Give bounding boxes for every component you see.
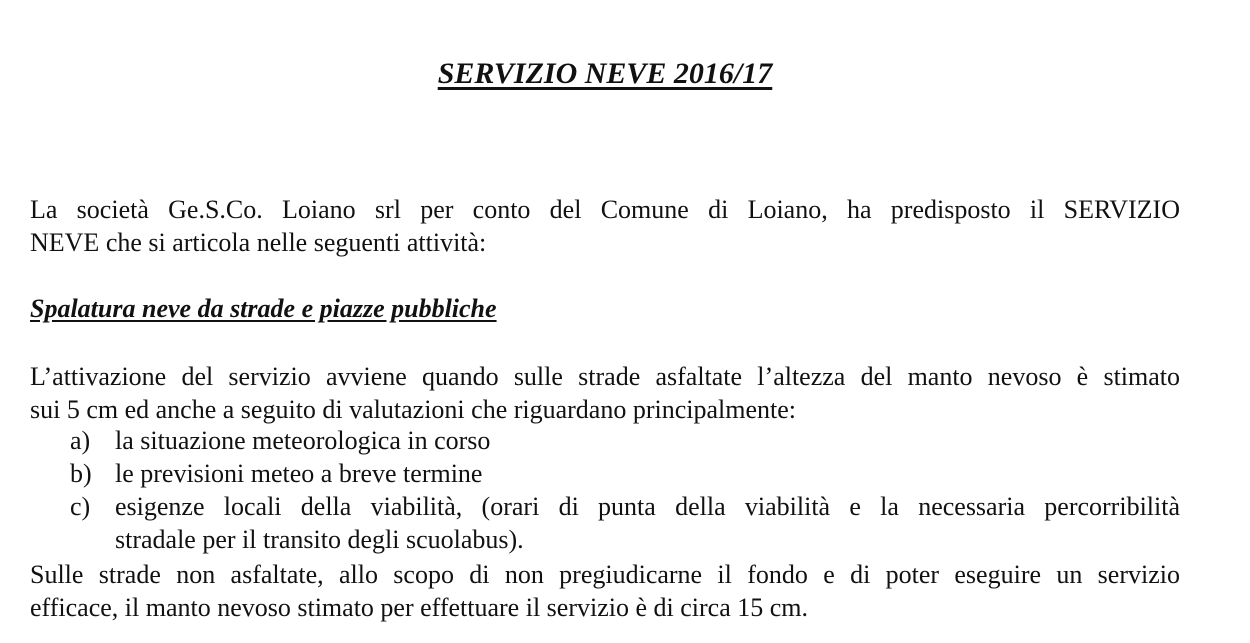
list-item: [70, 457, 1180, 490]
activation-line-2: sui 5 cm ed anche a seguito di valutazioni che riguardano principalmente:: [30, 395, 797, 424]
closing-line-1: Sulle strade non asfaltate, allo scopo di non pregiudicarne il fondo e di poter eseguire un servizio: [30, 560, 1180, 589]
list-marker: a): [70, 426, 91, 455]
list-item-text: esigenze locali della viabilità, (orari di punta della viabilità e la necessaria percorribilità: [115, 492, 1180, 521]
document-title: SERVIZIO NEVE 2016/17: [437, 57, 773, 90]
criteria-list: [70, 424, 1180, 556]
activation-paragraph: [30, 360, 1180, 426]
intro-paragraph: [30, 193, 1180, 259]
list-item-text: la situazione meteorologica in corso: [115, 426, 491, 455]
closing-line-2: efficace, il manto nevoso stimato per effettuare il servizio è di circa 15 cm.: [30, 593, 809, 622]
list-item: [70, 490, 1180, 556]
list-item-text-continued: stradale per il transito degli scuolabus).: [115, 525, 524, 554]
section-heading: Spalatura neve da strade e piazze pubbliche: [30, 294, 497, 323]
list-marker: c): [70, 492, 91, 521]
activation-line-1: L’attivazione del servizio avviene quando sulle strade asfaltate l’altezza del manto nevoso è stimato: [30, 362, 1180, 391]
intro-line-2: NEVE che si articola nelle seguenti attività:: [30, 228, 487, 257]
list-marker: b): [70, 459, 92, 488]
list-item-text: le previsioni meteo a breve termine: [115, 459, 483, 488]
list-item: [70, 424, 1180, 457]
intro-line-1: La società Ge.S.Co. Loiano srl per conto del Comune di Loiano, ha predisposto il SERVIZIO: [30, 195, 1180, 224]
closing-paragraph: [30, 558, 1180, 624]
